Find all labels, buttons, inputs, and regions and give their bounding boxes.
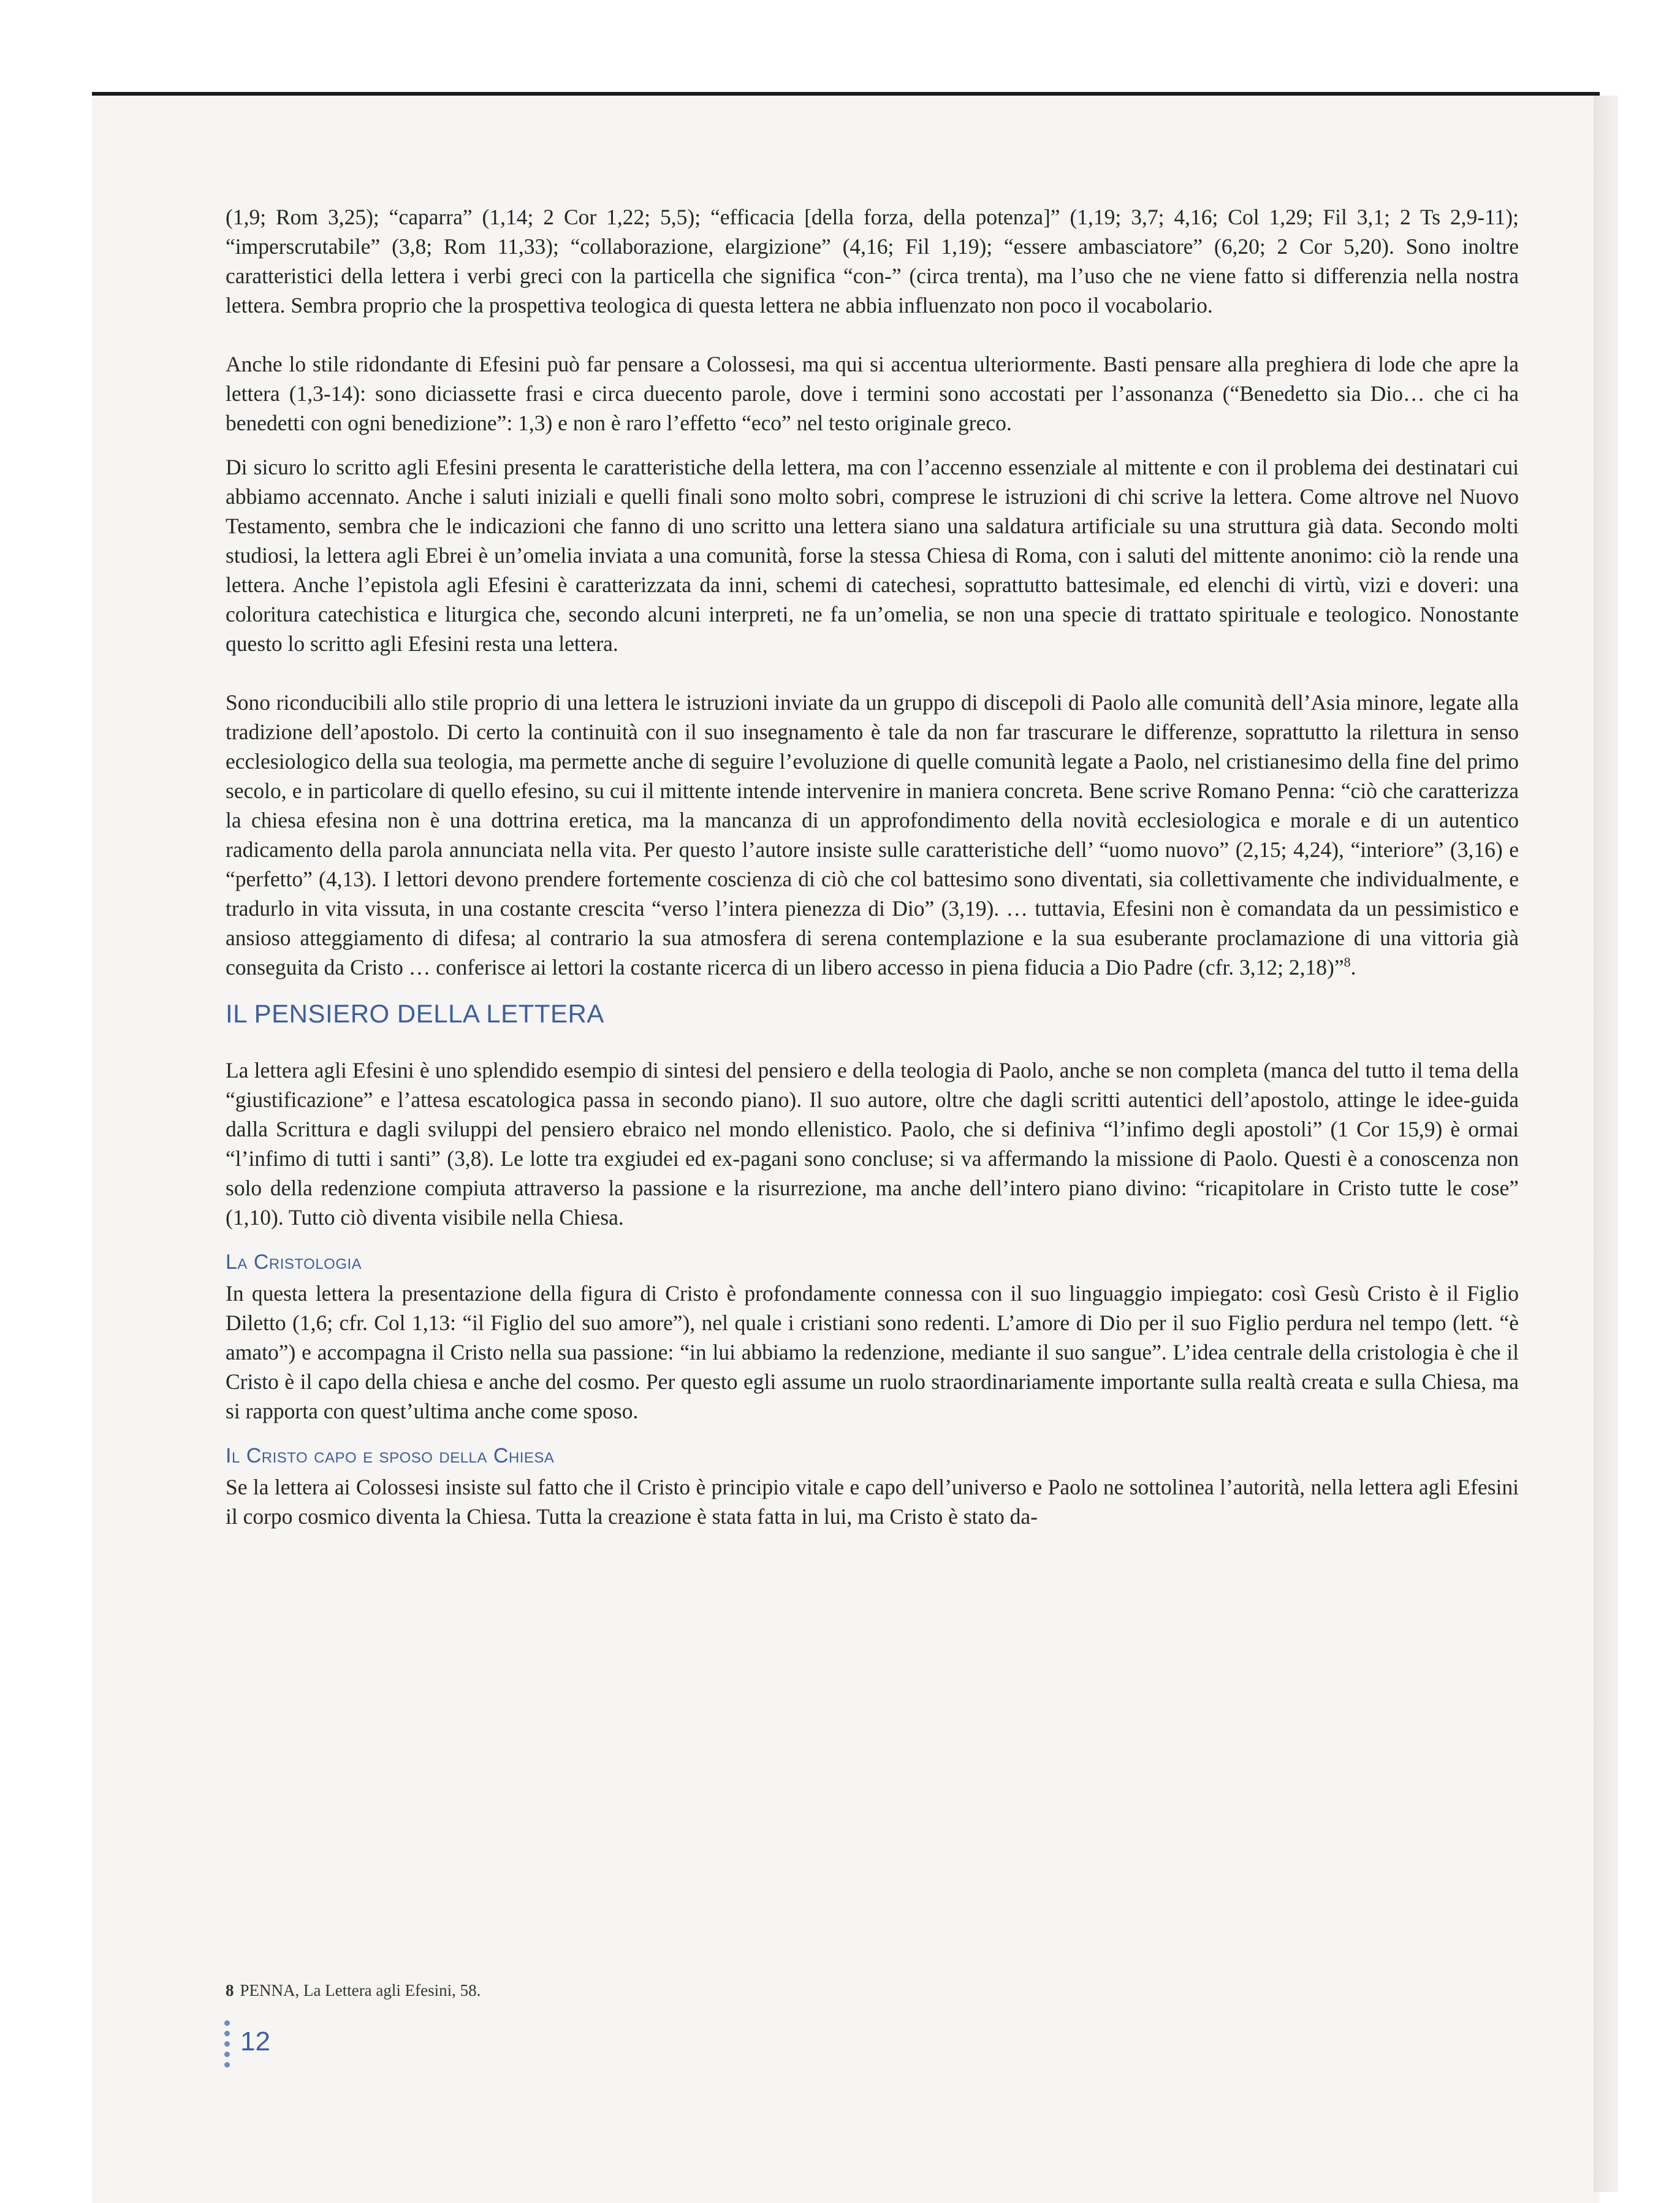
paragraph-style: Anche lo stile ridondante di Efesini può far pensare a Colossesi, ma qui si accentua ulteriormente. Basti pensare alla preghiera di lode che apre la lettera (1,3-14): sono diciassette frasi e circa duecento parole, dove i termini sono accostati per l’assonanza (“Benedetto sia Dio… che ci ha benedetti con ogni benedizione”: 1,3) e non è raro l’effetto “eco” nel testo originale greco. — [226, 352, 1519, 435]
body-text — [226, 202, 1519, 1531]
footnote — [226, 1981, 481, 2000]
page-gutter — [1594, 96, 1618, 2192]
paragraph-instructions-text: Sono riconducibili allo stile proprio di una lettera le istruzioni inviate da un gruppo di discepoli di Paolo alle comunità dell’Asia minore, legate alla tradizione dell’apostolo. Di certo la continuità con il suo insegnamento è tale da non far trascurare le differenze, soprattutto la rilettura in senso ecclesiologico della sua teologia, ma permette anche di seguire l’evoluzione di quelle comunità legate a Paolo, nel cristianesimo della fine del primo secolo, e in particolare di quello efesino, su cui il mittente intende intervenire in maniera concreta. Bene scrive Romano Penna: “ciò che caratterizza la chiesa efesina non è una dottrina eretica, ma la mancanza di un approfondimento della novità ecclesiologica e morale e di un autentico radicamento della parola annunciata nella vita. Per questo l’autore insiste sulle caratteristiche dell’ “uomo nuovo” (2,15; 4,24), “interiore” (3,16) e “perfetto” (4,13). I lettori devono prendere fortemente coscienza di ciò che col battesimo sono diventati, sia collettivamente che individualmente, e tradurlo in vita vissuta, in una costante crescita “verso l’intera pienezza di Dio” (3,19). … tuttavia, Efesini non è comandata da un pessimistico e ansioso atteggiamento di difesa; al contrario la sua atmosfera di serena contemplazione e la sua esuberante proclamazione di una vittoria già conseguita da Cristo … conferisce ai lettori la costante ricerca di un libero accesso in piena fiducia a Dio Padre (cfr. 3,12; 2,18)” — [226, 690, 1519, 980]
footnote-text: PENNA, La Lettera agli Efesini, 58. — [240, 1981, 481, 1999]
footnote-number: 8 — [226, 1981, 234, 1999]
paragraph-synthesis: La lettera agli Efesini è uno splendido esempio di sintesi del pensiero e della teologia di Paolo, anche se non completa (manca del tutto il tema della “giustificazione” e l’attesa escatologica passa in secondo piano). Il suo autore, oltre che dagli scritti autentici dell’apostolo, attinge le idee-guida dalla Scrittura e dagli sviluppi del pensiero ebraico nel mondo ellenistico. Paolo, che si definiva “l’infimo degli apostoli” (1 Cor 15,9) è ormai “l’infimo di tutti i santi” (3,8). Le lotte tra exgiudei ed ex-pagani sono concluse; si va affermando la missione di Paolo. Questi è a conoscenza non solo della redenzione compiuta attraverso la passione e la risurrezione, ma anche dell’intero piano divino: “ricapitolare in Cristo tutte le cose” (1,10). Tutto ciò diventa visibile nella Chiesa. — [226, 1058, 1519, 1230]
subheading-cristo-capo: Il Cristo capo e sposo della Chiesa — [226, 1444, 555, 1467]
page-number: 12 — [240, 2026, 270, 2057]
subheading-cristologia: La Cristologia — [226, 1250, 362, 1274]
paragraph-instructions: Sono riconducibili allo stile proprio di una lettera le istruzioni inviate da un gruppo di discepoli di Paolo alle comunità dell’Asia minore, legate alla tradizione dell’apostolo. Di certo la continuità con il suo insegnamento è tale da non far trascurare le differenze, soprattutto la rilettura in senso ecclesiologico della sua teologia, ma permette anche di seguire l’evoluzione di quelle comunità legate a Paolo, nel cristianesimo della fine del primo secolo, e in particolare di quello efesino, su cui il mittente intende intervenire in maniera concreta. Bene scrive Romano Penna: “ciò che caratterizza la chiesa efesina non è una dottrina eretica, ma la mancanza di un approfondimento della novità ecclesiologica e morale e di un autentico radicamento della parola annunciata nella vita. Per questo l’autore insiste sulle caratteristiche dell’ “uomo nuovo” (2,15; 4,24), “interiore” (3,16) e “perfetto” (4,13). I lettori devono prendere fortemente coscienza di ciò che col battesimo sono diventati, sia collettivamente che individualmente, e tradurlo in vita vissuta, in una costante crescita “verso l’intera pienezza di Dio” (3,19). … tuttavia, Efesini non è comandata da un pessimistico e ansioso atteggiamento di difesa; al contrario la sua atmosfera di serena contemplazione e la sua esuberante proclamazione di una vittoria già conseguita da Cristo … conferisce ai lettori la costante ricerca di un libero accesso in piena fiducia a Dio Padre (cfr. 3,12; 2,18)”$^8$. — [226, 690, 1519, 980]
paragraph-vocabulary: (1,9; Rom 3,25); “caparra” (1,14; 2 Cor 1,22; 5,5); “efficacia [della forza, della potenza]” (1,19; 3,7; 4,16; Col 1,29; Fil 3,1; 2 Ts 2,9-11); “imperscrutabile” (3,8; Rom 11,33); “collaborazione, elargizione” (4,16; Fil 1,19); “essere ambasciatore” (6,20; 2 Cor 5,20). Sono inoltre caratteristici della lettera i verbi greci con la particella che significa “con-” (circa trenta), ma l’uso che ne viene fatto si differenzia nella nostra lettera. Sembra proprio che la prospettiva teologica di questa lettera ne abbia influenzato non poco il vocabolario. — [226, 205, 1519, 318]
page-number-dots — [224, 2020, 232, 2072]
section-heading: IL PENSIERO DELLA LETTERA — [226, 999, 604, 1028]
footnote-reference: 8 — [1344, 954, 1351, 970]
paragraph-letter-features: Di sicuro lo scritto agli Efesini presenta le caratteristiche della lettera, ma con l’accenno essenziale al mittente e con il problema dei destinatari cui abbiamo accennato. Anche i saluti iniziali e quelli finali sono molto sobri, comprese le istruzioni di chi scrive la lettera. Come altrove nel Nuovo Testamento, sembra che le indicazioni che fanno di uno scritto una lettera siano una saldatura artificiale su una struttura già data. Secondo molti studiosi, la lettera agli Ebrei è un’omelia inviata a una comunità, forse la stessa Chiesa di Roma, con i saluti del mittente anonimo: ciò la rende una lettera. Anche l’epistola agli Efesini è caratterizzata da inni, schemi di catechesi, soprattutto battesimale, ed elenchi di virtù, vizi e doveri: una coloritura catechistica e liturgica che, secondo alcuni interpreti, ne fa un’omelia, se non una specie di trattato spirituale e teologico. Nonostante questo lo scritto agli Efesini resta una lettera. — [226, 455, 1519, 656]
paragraph-cristologia: In questa lettera la presentazione della figura di Cristo è profondamente connessa con il suo linguaggio impiegato: così Gesù Cristo è il Figlio Diletto (1,6; cfr. Col 1,13: “il Figlio del suo amore”), nel quale i cristiani sono redenti. L’amore di Dio per il suo Figlio perdura nel tempo (lett. “è amato”) e accompagna il Cristo nella sua passione: “in lui abbiamo la redenzione, mediante il suo sangue”. L’idea centrale della cristologia è che il Cristo è il capo della chiesa e anche del cosmo. Per questo egli assume un ruolo straordinariamente importante sulla realtà creata e sulla Chiesa, ma si rapporta con quest’ultima anche come sposo. — [226, 1281, 1519, 1423]
paragraph-cristo-capo: Se la lettera ai Colossesi insiste sul fatto che il Cristo è principio vitale e capo dell’universo e Paolo ne sottolinea l’autorità, nella lettera agli Efesini il corpo cosmico diventa la Chiesa. Tutta la creazione è stata fatta in lui, ma Cristo è stato da- — [226, 1475, 1519, 1529]
